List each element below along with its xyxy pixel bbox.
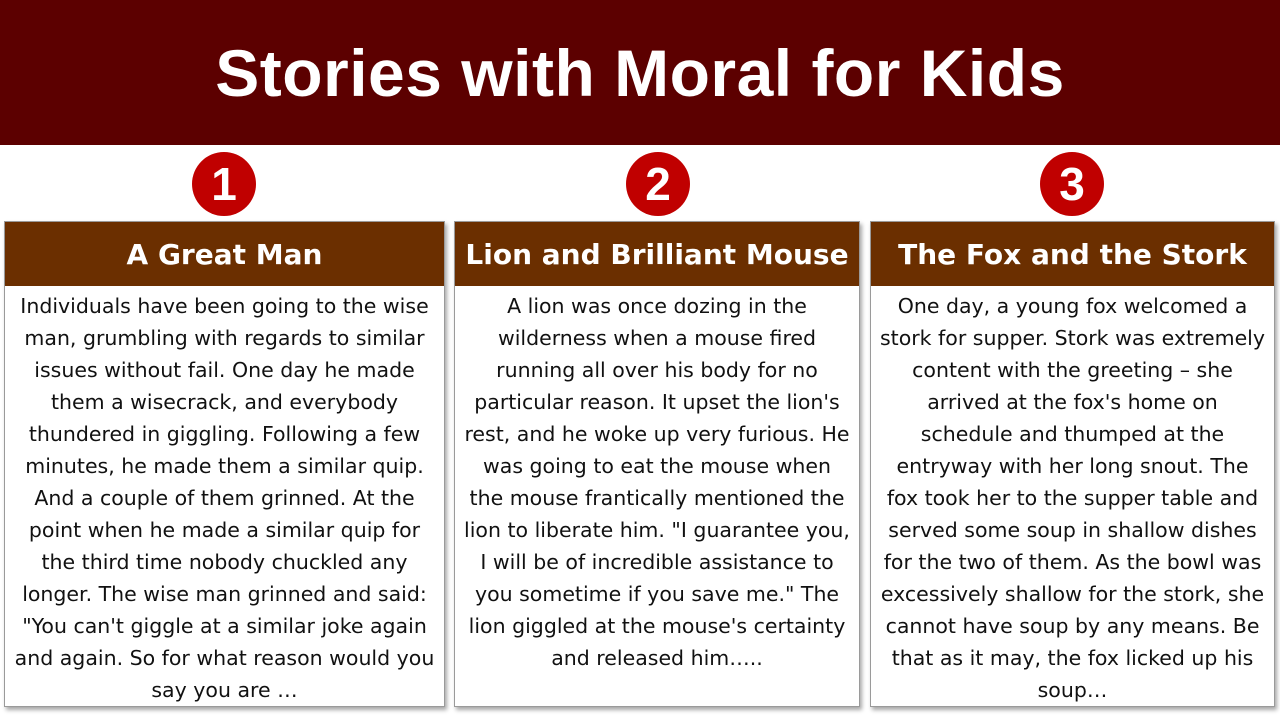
story-card-3 [870,221,1275,707]
title-banner [0,0,1280,145]
story-text-2: A lion was once dozing in the wilderness when a mouse fired running all over his body for no particular reason. It upset the lion's rest, and he woke up very furious. He was going to eat the mouse when the mouse frantically mentioned the lion to liberate him. "I guarantee you, I will be of incredible assistance to you sometime if you save me." The lion giggled at the mouse's certainty and released him….. [464,294,850,670]
story-title-3: The Fox and the Stork [871,222,1274,286]
page-title: Stories with Moral for Kids [215,35,1065,110]
number-badge-2: 2 [626,152,690,216]
story-text-3: One day, a young fox welcomed a stork for supper. Stork was extremely content with the greeting – she arrived at the fox's home on schedule and thumped at the entryway with her long snout. The fox took her to the supper table and served some soup in shallow dishes for the two of them. As the bowl was excessively shallow for the stork, she cannot have soup by any means. Be that as it may, the fox licked up his soup… [879,294,1266,702]
story-card-1 [4,221,445,707]
story-text-1: Individuals have been going to the wise man, grumbling with regards to similar issues without fail. One day he made them a wisecrack, and everybody thundered in giggling. Following a few minutes, he made them a similar quip. And a couple of them grinned. At the point when he made a similar quip for the third time nobody chuckled any longer. The wise man grinned and said: "You can't giggle at a similar joke again and again. So for what reason would you say you are … [14,294,435,702]
story-title-2: Lion and Brilliant Mouse [455,222,859,286]
number-badge-3: 3 [1040,152,1104,216]
story-title-1: A Great Man [5,222,444,286]
story-card-2 [454,221,860,707]
number-badge-1: 1 [192,152,256,216]
